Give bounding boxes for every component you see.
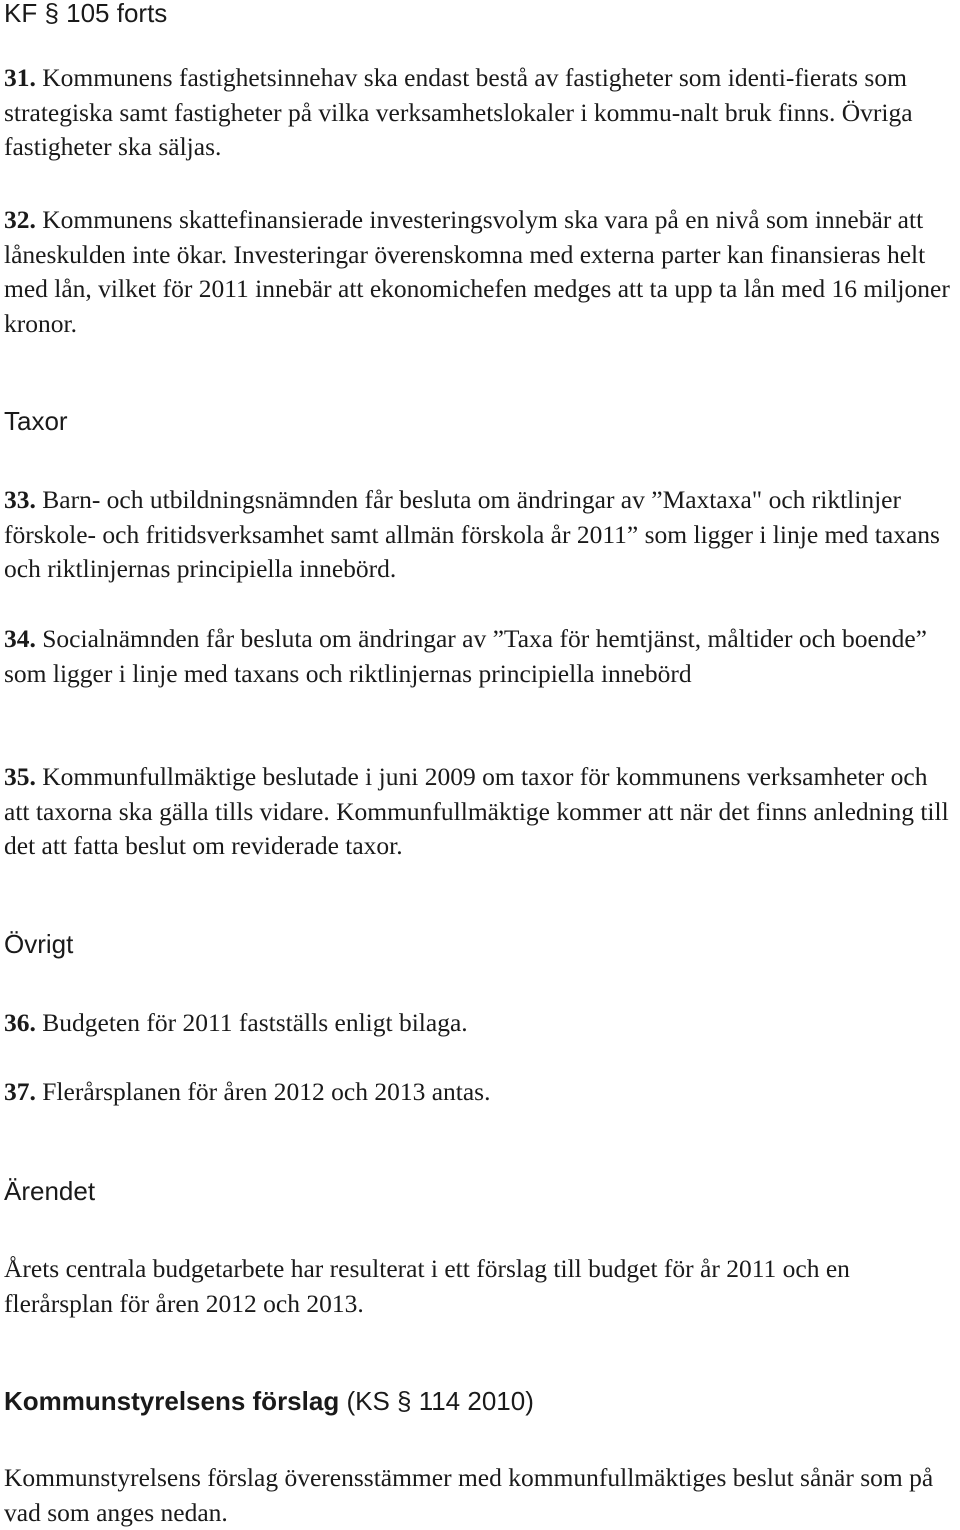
item-text: Kommunens skattefinansierade investeringsvolym ska vara på en nivå som innebär att låneskulden inte ökar. Investeringar överenskomna med externa parter kan finansieras helt med lån, vilket för 2011 innebär att ekonomichefen medges att ta upp ta lån med 16 miljoner kronor.: [4, 205, 950, 338]
header-text: KF § 105 forts: [4, 0, 168, 28]
item-text: Kommunfullmäktige beslutade i juni 2009 om taxor för kommunens verksamheter och att taxorna ska gälla tills vidare. Kommunfullmäktige kommer att när det finns anledning till det att fatta beslut om reviderade taxor.: [4, 762, 949, 860]
decision-item-33: [4, 483, 956, 587]
heading-title: Kommunstyrelsens förslag: [4, 1386, 340, 1416]
item-text: Budgeten för 2011 fastställs enligt bilaga.: [35, 1008, 468, 1037]
arendet-paragraph: Årets centrala budgetarbete har resulterat i ett förslag till budget för år 2011 och en flerårsplan för åren 2012 och 2013.: [4, 1254, 850, 1318]
decision-item-32: [4, 203, 956, 341]
item-text: Socialnämnden får besluta om ändringar av ”Taxa för hemtjänst, måltider och boende” som ligger i linje med taxans och riktlinjernas principiella innebörd: [4, 624, 927, 688]
item-number: 32.: [4, 205, 36, 234]
item-number: 36.: [4, 1008, 36, 1037]
section-heading-ovrigt: Övrigt: [4, 929, 74, 959]
item-number: 35.: [4, 762, 36, 791]
item-number: 37.: [4, 1077, 36, 1106]
decision-item-36: [4, 1006, 956, 1041]
decision-item-31: [4, 61, 956, 165]
ks-forslag-paragraph: Kommunstyrelsens förslag överensstämmer med kommunfullmäktiges beslut sånär som på vad som anges nedan.: [4, 1463, 934, 1527]
item-text: Flerårsplanen för åren 2012 och 2013 antas.: [35, 1077, 491, 1106]
item-text: Kommunens fastighetsinnehav ska endast bestå av fastigheter som identi-fierats som strategiska samt fastigheter på vilka verksamhetslokaler i kommu-nalt bruk finns. Övriga fastigheter ska säljas.: [4, 63, 913, 161]
item-number: 31.: [4, 63, 36, 92]
decision-item-35: [4, 760, 956, 864]
decision-item-37: [4, 1075, 956, 1110]
decision-item-34: [4, 622, 956, 691]
page-header: [4, 0, 956, 29]
item-number: 34.: [4, 624, 36, 653]
section-heading-taxor: Taxor: [4, 406, 68, 436]
heading-reference: (KS § 114 2010): [339, 1386, 534, 1416]
section-heading-arendet: Ärendet: [4, 1176, 96, 1206]
item-number: 33.: [4, 485, 36, 514]
item-text: Barn- och utbildningsnämnden får besluta om ändringar av ”Maxtaxa" och riktlinjer förskole- och fritidsverksamhet samt allmän förskola år 2011” som ligger i linje med taxans och riktlinjernas principiella innebörd.: [4, 485, 940, 583]
section-heading-ks-forslag: [4, 1385, 956, 1417]
